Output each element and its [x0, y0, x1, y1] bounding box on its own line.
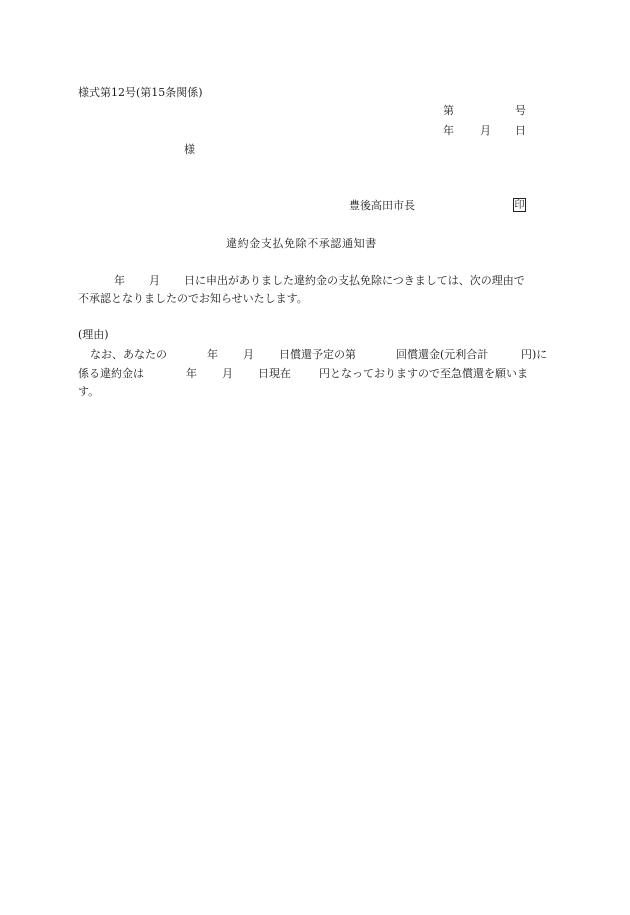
reason-heading: (理由)	[78, 328, 109, 341]
body-month-label: 月	[149, 274, 160, 287]
reason-line2-year: 年	[186, 367, 197, 380]
number-prefix: 第	[443, 104, 454, 117]
reason-line2-part3: 円となっておりますので至急償還を願いま	[319, 367, 528, 380]
reason-line1-part4: 円)に	[521, 348, 548, 361]
number-suffix: 号	[515, 104, 526, 117]
reason-line1-part2: 日償還予定の第	[279, 348, 356, 361]
reason-line2-part1: 係る違約金は	[78, 367, 144, 380]
reason-line1-part3: 回償還金(元利合計	[396, 348, 489, 361]
document-title: 違約金支払免除不承認通知書	[226, 237, 377, 250]
seal-mark: 印	[514, 200, 525, 211]
form-number: 様式第12号(第15条関係)	[78, 86, 203, 99]
reason-line2-part2: 日現在	[258, 367, 291, 380]
reason-line2-month: 月	[222, 367, 233, 380]
body-year-label: 年	[114, 274, 125, 287]
reason-line3: す。	[78, 385, 100, 398]
body-text-line2: 不承認となりましたのでお知らせいたします。	[78, 292, 308, 305]
recipient-honorific: 様	[184, 143, 195, 156]
body-text-line1: 日に申出がありました違約金の支払免除につきましては、次の理由で	[184, 274, 525, 287]
date-year-label: 年	[443, 124, 454, 137]
reason-line1-year: 年	[207, 348, 218, 361]
reason-line1-month: 月	[243, 348, 254, 361]
date-day-label: 日	[515, 124, 526, 137]
date-month-label: 月	[480, 124, 491, 137]
reason-line1-part1: なお、あなたの	[90, 348, 167, 361]
issuer-name: 豊後高田市長	[349, 199, 415, 212]
